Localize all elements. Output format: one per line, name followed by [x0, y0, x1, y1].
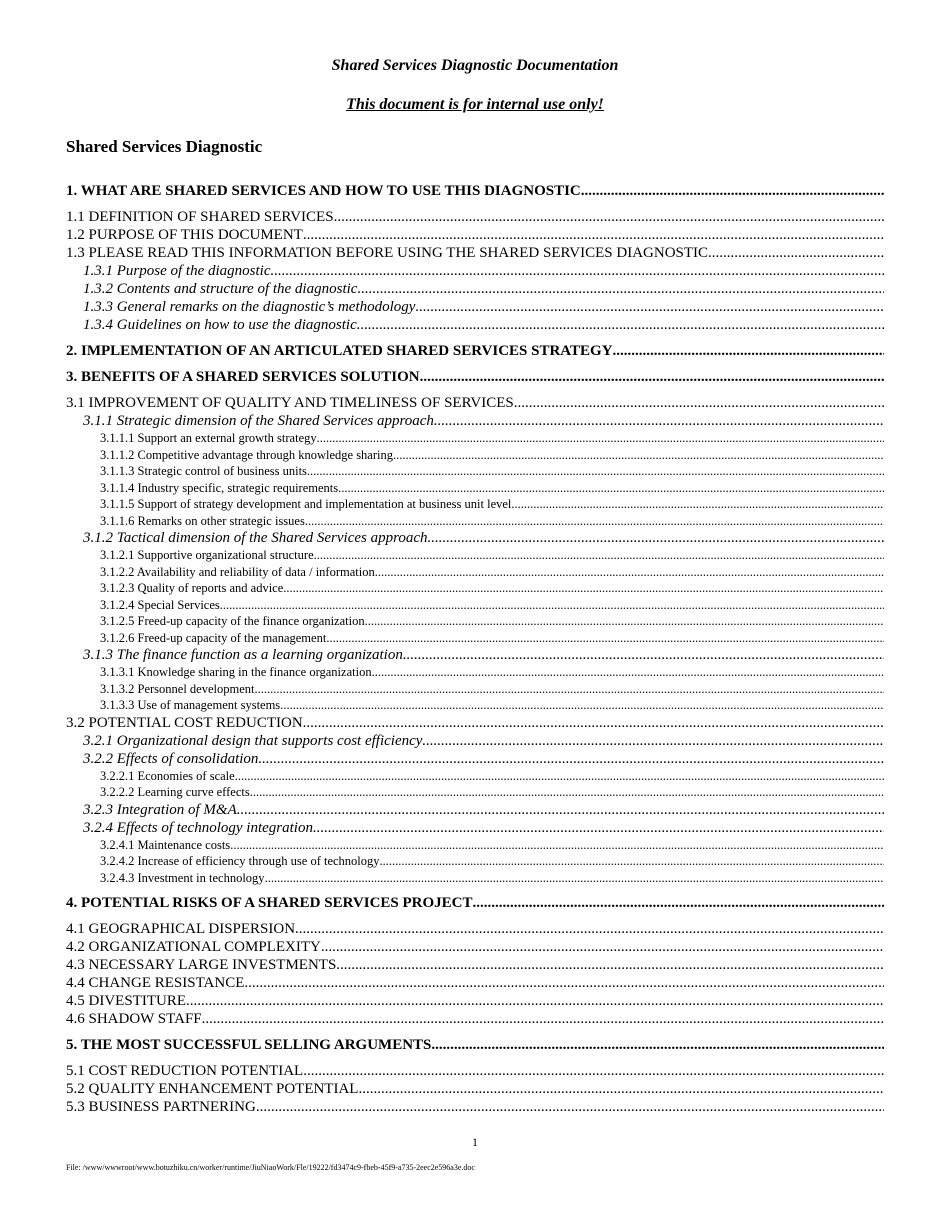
- toc-entry-text: 4.6 SHADOW STAFF: [66, 1011, 202, 1027]
- toc-entry-text: 4.1 GEOGRAPHICAL DISPERSION: [66, 921, 296, 937]
- toc-dot-leader: [186, 992, 884, 1010]
- toc-entry-text: 3.2.4.2 Increase of efficiency through use of technology: [100, 854, 380, 868]
- toc-entry-text: 2. IMPLEMENTATION OF AN ARTICULATED SHARED SERVICES STRATEGY: [66, 343, 613, 359]
- toc-entry-level-3[interactable]: [66, 316, 884, 334]
- toc-dot-leader: [581, 182, 884, 200]
- toc-entry-level-3[interactable]: [66, 298, 884, 316]
- toc-entry-text: 4.2 ORGANIZATIONAL COMPLEXITY: [66, 939, 321, 955]
- toc-entry-text: 3.2 POTENTIAL COST REDUCTION: [66, 714, 303, 731]
- toc-dot-leader: [280, 697, 884, 714]
- document-title: Shared Services Diagnostic Documentation: [331, 57, 619, 74]
- toc-dot-leader: [514, 394, 884, 412]
- toc-dot-leader: [357, 316, 884, 334]
- toc-entry-text: 3.2.4.3 Investment in technology: [100, 870, 265, 885]
- toc-entry-text: 3.1.2.1 Supportive organizational structure: [100, 548, 314, 562]
- toc-entry-level-1[interactable]: [66, 182, 884, 200]
- toc-entry-level-2[interactable]: [66, 244, 884, 262]
- toc-dot-leader: [271, 262, 885, 280]
- toc-entry-level-1[interactable]: [66, 368, 884, 386]
- toc-dot-leader: [511, 496, 884, 513]
- toc-dot-leader: [375, 564, 884, 581]
- toc-entry-level-1[interactable]: [66, 1036, 884, 1054]
- toc-entry-text: 3.1.1.1 Support an external growth strategy: [100, 431, 317, 445]
- toc-entry-level-4[interactable]: [66, 496, 884, 513]
- toc-entry-text: 3.2.2.2 Learning curve effects: [100, 785, 250, 799]
- footer-file-path: File: /www/wwwroot/www.botuzhiku.cn/worker/runtime/JiuNiaoWork/Fle/19222/fd3474c9-fbeb-45f9-a735-2eec2e596a3e.doc: [66, 1163, 475, 1172]
- toc-dot-leader: [420, 368, 884, 386]
- page-number: 1: [472, 1135, 478, 1149]
- toc-entry-level-2[interactable]: [66, 956, 884, 974]
- toc-dot-leader: [235, 768, 884, 785]
- toc-dot-leader: [380, 853, 884, 870]
- toc-entry-text: 1.3.4 Guidelines on how to use the diagnostic: [83, 317, 357, 333]
- toc-dot-leader: [256, 1098, 884, 1116]
- toc-entry-level-1[interactable]: [66, 342, 884, 360]
- toc-entry-text: 3.1.3.1 Knowledge sharing in the finance organization: [100, 665, 372, 679]
- toc-dot-leader: [326, 630, 884, 647]
- toc-entry-level-3[interactable]: [66, 262, 884, 280]
- toc-entry-level-2[interactable]: [66, 226, 884, 244]
- toc-entry-text: 1.3.2 Contents and structure of the diagnostic: [83, 281, 358, 297]
- document-heading: Shared Services Diagnostic: [66, 137, 263, 156]
- toc-dot-leader: [393, 447, 884, 464]
- toc-entry-level-2[interactable]: [66, 714, 884, 732]
- toc-dot-leader: [202, 1010, 884, 1028]
- toc-entry-text: 3.1.1 Strategic dimension of the Shared Services approach: [83, 413, 434, 429]
- toc-entry-text: 1.1 DEFINITION OF SHARED SERVICES: [66, 209, 334, 225]
- toc-entry-text: 3.1 IMPROVEMENT OF QUALITY AND TIMELINESS OF SERVICES: [66, 395, 514, 411]
- toc-dot-leader: [357, 280, 884, 298]
- toc-entry-text: 3.2.1 Organizational design that supports cost efficiency: [83, 732, 423, 749]
- toc-entry-level-4[interactable]: [66, 630, 884, 647]
- toc-entry-level-4[interactable]: [66, 697, 884, 714]
- toc-dot-leader: [295, 920, 884, 938]
- toc-entry-text: 3.1.1.3 Strategic control of business units: [100, 464, 307, 478]
- toc-entry-level-2[interactable]: [66, 1080, 884, 1098]
- toc-entry-level-3[interactable]: [66, 280, 884, 298]
- toc-entry-text: 1.3.3 General remarks on the diagnostic’s methodology: [83, 299, 416, 315]
- toc-entry-text: 3.1.2.6 Freed-up capacity of the management: [100, 630, 327, 645]
- toc-dot-leader: [473, 894, 884, 912]
- toc-dot-leader: [237, 801, 884, 819]
- toc-entry-level-4[interactable]: [66, 613, 884, 630]
- toc-entry-level-4[interactable]: [66, 664, 884, 681]
- toc-entry-level-4[interactable]: [66, 547, 884, 564]
- toc-entry-text: 5.3 BUSINESS PARTNERING: [66, 1099, 256, 1115]
- toc-entry-level-4[interactable]: [66, 681, 884, 698]
- toc-entry-text: 3. BENEFITS OF A SHARED SERVICES SOLUTION: [66, 369, 420, 385]
- toc-dot-leader: [303, 226, 884, 244]
- toc-entry-text: 3.1.2 Tactical dimension of the Shared Services approach: [83, 530, 428, 546]
- toc-dot-leader: [317, 430, 884, 447]
- toc-entry-level-2[interactable]: [66, 1062, 884, 1080]
- toc-entry-level-2[interactable]: [66, 1010, 884, 1028]
- toc-entry-text: 1.3 PLEASE READ THIS INFORMATION BEFORE USING THE SHARED SERVICES DIAGNOSTIC: [66, 245, 709, 261]
- toc-dot-leader: [403, 646, 884, 664]
- toc-entry-level-3[interactable]: [66, 529, 884, 547]
- toc-dot-leader: [313, 819, 884, 837]
- toc-dot-leader: [244, 974, 884, 992]
- toc-dot-leader: [258, 750, 884, 768]
- toc-entry-text: 3.1.1.5 Support of strategy development and implementation at business unit level: [100, 497, 512, 511]
- toc-entry-text: 4. POTENTIAL RISKS OF A SHARED SERVICES PROJECT: [66, 895, 473, 911]
- toc-entry-level-3[interactable]: [66, 646, 884, 664]
- toc-dot-leader: [255, 681, 885, 698]
- toc-dot-leader: [305, 513, 884, 530]
- toc-entry-text: 4.4 CHANGE RESISTANCE: [66, 975, 245, 991]
- toc-dot-leader: [358, 1080, 884, 1098]
- toc-entry-text: 3.1.2.5 Freed-up capacity of the finance organization: [100, 614, 365, 628]
- toc-dot-leader: [230, 837, 884, 854]
- toc-dot-leader: [303, 1062, 884, 1080]
- toc-entry-level-4[interactable]: [66, 480, 884, 497]
- toc-entry-level-2[interactable]: [66, 1098, 884, 1116]
- internal-use-notice: This document is for internal use only!: [346, 96, 604, 113]
- toc-entry-text: 3.1.1.6 Remarks on other strategic issues: [100, 513, 305, 528]
- toc-entry-text: 3.1.2.3 Quality of reports and advice: [100, 581, 284, 595]
- toc-entry-text: 5.1 COST REDUCTION POTENTIAL: [66, 1063, 304, 1079]
- toc-dot-leader: [372, 664, 884, 681]
- toc-entry-text: 3.1.1.2 Competitive advantage through knowledge sharing: [100, 447, 393, 462]
- toc-entry-level-2[interactable]: [66, 394, 884, 412]
- toc-entry-level-4[interactable]: [66, 430, 884, 447]
- toc-entry-text: 3.2.2.1 Economies of scale: [100, 768, 235, 783]
- toc-entry-level-4[interactable]: [66, 768, 884, 785]
- toc-dot-leader: [708, 244, 884, 262]
- toc-entry-level-3[interactable]: [66, 819, 884, 837]
- toc-entry-text: 5. THE MOST SUCCESSFUL SELLING ARGUMENTS: [66, 1037, 432, 1053]
- toc-entry-text: 3.1.2.4 Special Services: [100, 597, 220, 612]
- toc-dot-leader: [365, 613, 884, 630]
- toc-entry-level-4[interactable]: [66, 597, 884, 614]
- toc-entry-text: 1.3.1 Purpose of the diagnostic: [83, 263, 271, 279]
- toc-entry-text: 3.1.3.2 Personnel development: [100, 681, 255, 696]
- toc-entry-level-3[interactable]: [66, 801, 884, 819]
- toc-dot-leader: [336, 956, 884, 974]
- toc-entry-level-4[interactable]: [66, 837, 884, 854]
- toc-dot-leader: [422, 732, 884, 750]
- toc-dot-leader: [314, 547, 884, 564]
- toc-entry-level-2[interactable]: [66, 974, 884, 992]
- toc-entry-text: 3.2.2 Effects of consolidation: [83, 750, 259, 767]
- toc-dot-leader: [321, 938, 884, 956]
- toc-entry-level-2[interactable]: [66, 938, 884, 956]
- toc-entry-level-4[interactable]: [66, 853, 884, 870]
- toc-dot-leader: [307, 463, 884, 480]
- toc-dot-leader: [434, 412, 884, 430]
- toc-entry-level-2[interactable]: [66, 208, 884, 226]
- toc-dot-leader: [220, 597, 884, 614]
- toc-entry-level-4[interactable]: [66, 513, 884, 530]
- toc-entry-level-4[interactable]: [66, 580, 884, 597]
- toc-entry-level-3[interactable]: [66, 750, 884, 768]
- toc-entry-level-3[interactable]: [66, 412, 884, 430]
- toc-entry-level-2[interactable]: [66, 992, 884, 1010]
- toc-entry-text: 4.3 NECESSARY LARGE INVESTMENTS: [66, 957, 337, 973]
- toc-dot-leader: [283, 580, 884, 597]
- toc-entry-text: 3.2.3 Integration of M&A: [83, 801, 237, 818]
- toc-entry-text: 3.1.1.4 Industry specific, strategic requirements: [100, 480, 339, 495]
- toc-dot-leader: [338, 480, 884, 497]
- toc-dot-leader: [334, 208, 884, 226]
- toc-entry-text: 3.1.3.3 Use of management systems: [100, 698, 281, 712]
- toc-entry-text: 3.1.3 The finance function as a learning organization: [83, 647, 403, 663]
- toc-dot-leader: [265, 870, 884, 887]
- toc-entry-text: 3.2.4 Effects of technology integration: [83, 819, 313, 836]
- toc-dot-leader: [415, 298, 884, 316]
- toc-dot-leader: [431, 1036, 884, 1054]
- toc-entry-level-3[interactable]: [66, 732, 884, 750]
- toc-entry-text: 3.2.4.1 Maintenance costs: [100, 837, 231, 852]
- toc-entry-level-4[interactable]: [66, 463, 884, 480]
- toc-entry-level-4[interactable]: [66, 564, 884, 581]
- toc-entry-text: 1.2 PURPOSE OF THIS DOCUMENT: [66, 227, 303, 243]
- toc-entry-level-4[interactable]: [66, 447, 884, 464]
- toc-entry-level-2[interactable]: [66, 920, 884, 938]
- toc-entry-text: 1. WHAT ARE SHARED SERVICES AND HOW TO USE THIS DIAGNOSTIC: [66, 183, 581, 199]
- toc-entry-level-4[interactable]: [66, 870, 884, 887]
- toc-dot-leader: [428, 529, 884, 547]
- toc-dot-leader: [613, 342, 884, 360]
- table-of-contents: [66, 182, 884, 1116]
- toc-entry-text: 3.1.2.2 Availability and reliability of data / information: [100, 564, 375, 579]
- toc-dot-leader: [303, 714, 884, 732]
- toc-entry-text: 4.5 DIVESTITURE: [66, 993, 186, 1009]
- toc-dot-leader: [250, 784, 884, 801]
- toc-entry-level-1[interactable]: [66, 894, 884, 912]
- toc-entry-level-4[interactable]: [66, 784, 884, 801]
- toc-entry-text: 5.2 QUALITY ENHANCEMENT POTENTIAL: [66, 1081, 359, 1097]
